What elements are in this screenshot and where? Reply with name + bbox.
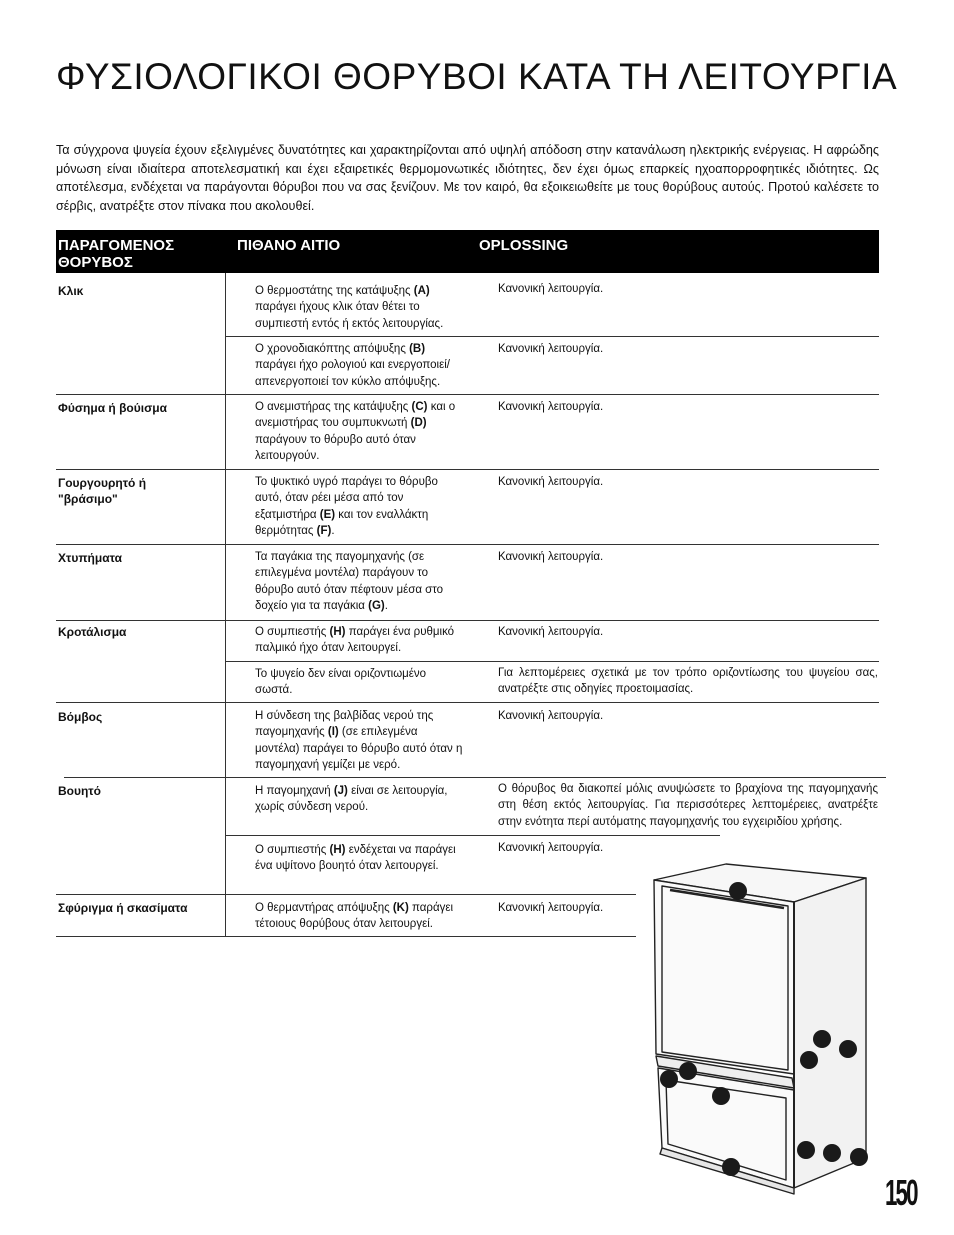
component-label: (I) <box>327 726 339 739</box>
page-number: 150 <box>885 1172 917 1213</box>
noise-droning: Βόμβος <box>58 710 103 724</box>
solution-normal: Κανονική λειτουργία. <box>498 626 604 638</box>
row-divider <box>225 835 720 836</box>
table-header <box>56 230 879 273</box>
solution-icemaker: Ο θόρυβος θα διακοπεί μόλις ανυψώσετε το βραχίονα της παγομηχανής στη θέση εκτός λειτουργίας. Για περισσότερες λεπτομέρειες, ανατρέξτε στην ενότητα περί αυτόματης παγομηχανής του εγχειριδίου χρήσης. <box>498 783 878 828</box>
component-label: (H) <box>329 844 346 856</box>
solution-normal: Κανονική λειτουργία. <box>498 842 604 854</box>
row-divider <box>56 469 879 470</box>
table-bottom <box>56 936 636 937</box>
header-solution: OPLOSSING <box>479 237 569 254</box>
column-divider <box>225 273 226 936</box>
solution-normal: Κανονική λειτουργία. <box>498 710 604 722</box>
header-noise: ΠΑΡΑΓΟΜΕΝΟΣ ΘΟΡΥΒΟΣ <box>58 237 175 271</box>
cause-fans: Ο ανεμιστήρας της κατάψυξης (C) και ο ανεμιστήρας του συμπυκνωτή (D) παράγουν το θόρυβο αυτό όταν λειτουργούν. <box>255 401 456 462</box>
component-label: (F) <box>316 524 332 537</box>
cause-water-valve: Η σύνδεση της βαλβίδας νερού της παγομηχανής (I) (σε επιλεγμένα μοντέλα) παράγει το θόρυβο αυτό όταν η παγομηχανή γεμίζει με νερό. <box>255 710 463 771</box>
cause-icemaker-no-water: Η παγομηχανή (J) είναι σε λειτουργία, χωρίς σύνδεση νερού. <box>255 785 448 814</box>
component-label: (A) <box>413 285 430 297</box>
solution-normal: Κανονική λειτουργία. <box>498 283 604 295</box>
row-divider <box>56 394 879 395</box>
cause-compressor-hum: Ο συμπιεστής (H) ενδέχεται να παράγει ένα υψίτονο βουητό όταν λειτουργεί. <box>255 844 456 873</box>
solution-normal: Κανονική λειτουργία. <box>498 343 604 355</box>
row-divider <box>64 777 886 778</box>
cause-defrost-timer: Ο χρονοδιακόπτης απόψυξης (B) παράγει ήχο ρολογιού και ενεργοποιεί/ απενεργοποιεί τον κύκλο απόψυξης. <box>255 343 450 388</box>
cause-refrigerant: Το ψυκτικό υγρό παράγει το θόρυβο αυτό, όταν ρέει μέσα από τον εξατμιστήρα (E) και τον εναλλάκτη θερμότητας (F). <box>255 476 438 537</box>
component-label: (D) <box>410 417 427 430</box>
intro-paragraph: Τα σύγχρονα ψυγεία έχουν εξελιγμένες δυνατότητες και χαρακτηρίζονται από υψηλή απόδοση στην κατανάλωση ηλεκτρικής ενέργειας. Η αφρώδης μόνωση είναι ιδιαίτερα αποτελεσματική και έχει εξαιρετικές θερμομονωτικές ιδιότητες, δεν έχει όμως επαρκείς ηχοαπορροφητικές ιδιότητες. Ως αποτέλεσμα, ενδέχεται να παράγονται θόρυβοι που να σας ξενίζουν. Με τον καιρό, θα εξοικειωθείτε με τους θορύβους αυτούς. Προτού καλέσετε το σέρβις, ανατρέξτε στον πίνακα που ακολουθεί. <box>56 143 879 213</box>
page-title: ΦΥΣΙΟΛΟΓΙΚΟΙ ΘΟΡΥΒΟΙ ΚΑΤΑ ΤΗ ΛΕΙΤΟΥΡΓΙΑ <box>56 56 898 97</box>
component-label: (C) <box>411 401 428 413</box>
cause-not-level: Το ψυγείο δεν είναι οριζοντιωμένο σωστά. <box>255 668 427 697</box>
component-label: (G) <box>368 599 385 612</box>
row-divider <box>225 336 879 337</box>
cause-ice-cubes: Τα παγάκια της παγομηχανής (σε επιλεγμένα μοντέλα) παράγουν το θόρυβο αυτό όταν πέφτουν μέσα στο δοχείο για τα παγάκια (G). <box>255 551 444 612</box>
row-divider <box>56 620 879 621</box>
solution-normal: Κανονική λειτουργία. <box>498 401 604 413</box>
noise-knocking: Χτυπήματα <box>58 551 122 565</box>
cause-thermostat: Ο θερμοστάτης της κατάψυξης (A) παράγει ήχους κλικ όταν θέτει το συμπιεστή εντός ή εκτός λειτουργίας. <box>255 285 444 330</box>
row-divider <box>56 702 879 703</box>
noise-click: Κλικ <box>58 284 84 298</box>
solution-normal: Κανονική λειτουργία. <box>498 551 604 563</box>
component-label: (E) <box>319 508 336 521</box>
noise-rattling: Κροτάλισμα <box>58 625 127 639</box>
row-divider <box>225 661 879 662</box>
noise-humming: Βουητό <box>58 784 101 798</box>
cause-compressor-pulse: Ο συμπιεστής (H) παράγει ένα ρυθμικό παλμικό ήχο όταν λειτουργεί. <box>255 626 455 655</box>
component-label: (H) <box>329 626 346 638</box>
noise-gurgling: Γουργουρητό ή "βράσιμο" <box>58 476 147 506</box>
row-divider <box>56 894 636 895</box>
component-label: (J) <box>333 785 348 797</box>
noise-whistling: Σφύριγμα ή σκασίματα <box>58 901 188 915</box>
row-divider <box>56 544 879 545</box>
cause-defrost-heater: Ο θερμαντήρας απόψυξης (K) παράγει τέτοιους θορύβους όταν λειτουργεί. <box>255 902 454 931</box>
solution-normal: Κανονική λειτουργία. <box>498 476 604 488</box>
component-label: (B) <box>409 343 426 355</box>
solution-normal: Κανονική λειτουργία. <box>498 902 604 914</box>
noise-blowing: Φύσημα ή βούισμα <box>58 401 167 415</box>
solution-level: Για λεπτομέρειες σχετικά με τον τρόπο οριζοντίωσης του ψυγείου σας, ανατρέξτε στις οδηγίες προετοιμασίας. <box>498 667 878 696</box>
fridge-illustration <box>636 858 876 1198</box>
component-label: (K) <box>392 902 409 914</box>
header-cause: ΠΙΘΑΝΟ ΑΙΤΙΟ <box>237 237 341 254</box>
